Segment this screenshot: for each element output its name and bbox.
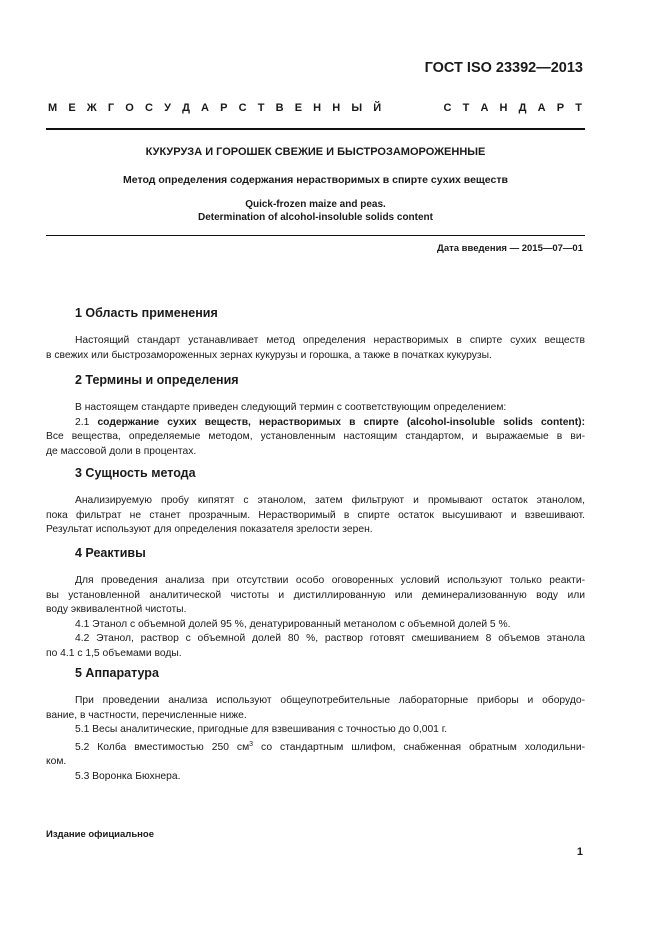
introduction-date: Дата введения — 2015—07—01 — [437, 243, 583, 254]
text-line: по 4.1 с 1,5 объемами воды. — [46, 647, 182, 659]
text-line: вы установленной аналитической чистоты и дистиллированную или деминерализованную воду или — [46, 589, 585, 601]
banner-letter: Т — [462, 102, 470, 114]
banner-letter: С — [144, 102, 153, 114]
english-title-line: Determination of alcohol-insoluble solids content — [197, 211, 433, 223]
term-name: содержание сухих веществ, нерастворимых в спирте (alcohol-insoluble solids content): — [97, 416, 585, 428]
superscript: 3 — [249, 740, 254, 748]
text-line: Результат используют для определения показателя зрелости зерен. — [46, 524, 373, 535]
banner-letter: Н — [313, 102, 322, 114]
banner-letter: У — [164, 102, 171, 114]
text-line: Для проведения анализа при отсутствии особо оговоренных условий используют только реакти- — [75, 575, 585, 586]
banner-letter: Т — [575, 102, 582, 114]
section-heading: 1 Область применения — [75, 306, 218, 320]
banner-letter: М — [48, 102, 58, 114]
banner-letter: Е — [68, 102, 76, 114]
text-line: в свежих или быстрозамороженных зернах кукурузы и горошка, а также в початках кукурузы. — [46, 349, 492, 361]
section-body — [46, 494, 585, 538]
banner-letter: Т — [257, 102, 265, 114]
banner-letter: Н — [332, 102, 341, 114]
banner-letter: Р — [220, 102, 228, 114]
term-definition-line — [46, 416, 585, 431]
banner-letter: Д — [182, 102, 190, 114]
banner-letter: Ы — [351, 102, 363, 114]
banner-letter: А — [537, 102, 546, 114]
section-heading: 3 Сущность метода — [75, 466, 196, 480]
banner-letter: С — [443, 102, 452, 114]
text-line: 4.1 Этанол с объемной долей 95 %, денатурированный метанолом с объемной долей 5 %. — [75, 618, 511, 630]
text-line: При проведении анализа используют общеупотребительные лабораторные приборы и оборудо- — [75, 695, 585, 706]
banner-letter: Ж — [86, 102, 97, 114]
banner-letter: В — [275, 102, 284, 114]
official-edition-note: Издание официальное — [46, 829, 154, 840]
banner-letter: Е — [294, 102, 303, 114]
interstate-standard-banner — [48, 102, 582, 114]
text-line: 5.1 Весы аналитические, пригодные для взвешивания с точностью до 0,001 г. — [75, 724, 448, 735]
standard-code: ГОСТ ISO 23392—2013 — [424, 60, 583, 76]
text-line: 5.3 Воронка Бюхнера. — [75, 770, 181, 782]
text-line: 4.2 Этанол, раствор с объемной долей 80 %, раствор готовят смешиванием 8 объемов этанола — [75, 633, 585, 644]
banner-letter: А — [480, 102, 489, 114]
banner-letter: Д — [518, 102, 527, 114]
section-heading: 2 Термины и определения — [75, 373, 239, 387]
document-title: КУКУРУЗА И ГОРОШЕК СВЕЖИЕ И БЫСТРОЗАМОРОЖЕННЫЕ — [145, 146, 486, 158]
banner-letter: О — [125, 102, 134, 114]
section-body — [46, 334, 585, 363]
english-title — [46, 199, 585, 224]
banner-letter: С — [238, 102, 247, 114]
text-line: Все вещества, определяемые методом, установленным настоящим стандартом, и выражаемые в ви- — [46, 431, 585, 442]
text-fragment: со стандартным шлифом, снабженная обратным холодильни- — [253, 741, 586, 753]
banner-letter: А — [201, 102, 209, 114]
text-line — [46, 738, 585, 756]
text-line: В настоящем стандарте приведен следующий термин с соответствующим определением: — [75, 402, 507, 413]
banner-letter: Г — [107, 102, 115, 114]
text-line: Настоящий стандарт устанавливает метод определения нерастворимых в спирте сухих веществ — [75, 335, 585, 346]
section-heading: 4 Реактивы — [75, 546, 146, 560]
banner-letter: Р — [556, 102, 565, 114]
document-subtitle: Метод определения содержания нерастворимых в спирте сухих веществ — [123, 174, 508, 186]
text-line: ком. — [46, 756, 67, 767]
text-line: Анализируемую пробу кипятят с этанолом, затем фильтруют и промывают остаток этанолом, — [75, 495, 585, 506]
english-title-line: Quick-frozen maize and peas. — [245, 199, 386, 210]
section-body — [46, 574, 585, 661]
section-body — [46, 401, 585, 459]
text-fragment: 5.2 Колба вместимостью 250 см — [75, 741, 250, 753]
text-line: пока фильтрат не станет прозрачным. Нерастворимый в спирте остаток высушивают и взвешивают. — [46, 509, 585, 521]
clause-number: 2.1 — [75, 416, 98, 428]
text-line: де массовой доли в процентах. — [46, 445, 197, 457]
text-line: вание, в частности, перечисленные ниже. — [46, 709, 247, 721]
page-number: 1 — [576, 846, 583, 858]
header-divider — [46, 128, 585, 130]
banner-letter: Й — [373, 102, 382, 114]
text-line: воду эквивалентной чистоты. — [46, 604, 187, 615]
section-heading: 5 Аппаратура — [75, 666, 159, 680]
section-body — [46, 694, 585, 784]
title-divider — [46, 235, 585, 236]
banner-letter: Н — [499, 102, 508, 114]
banner-spacer — [392, 102, 432, 114]
